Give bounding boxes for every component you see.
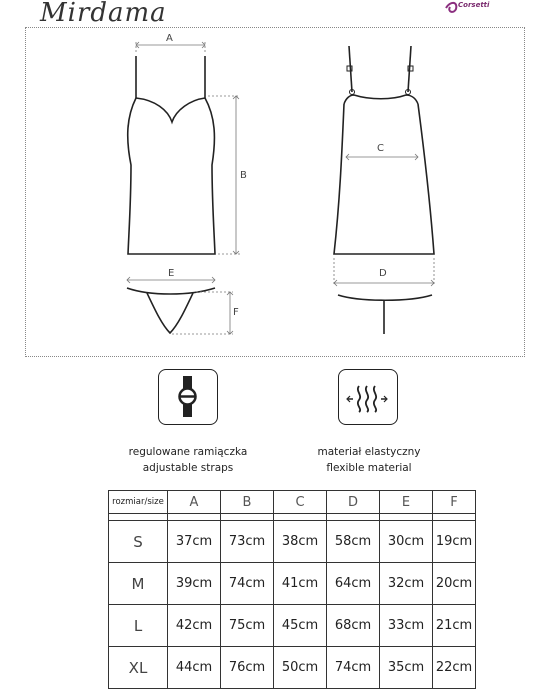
table-row (109, 605, 476, 647)
table-cell: 37cm (168, 521, 221, 563)
table-cell: 41cm (274, 563, 327, 605)
table-cell: 68cm (327, 605, 380, 647)
table-row (109, 647, 476, 689)
size-column-header: rozmiar/size (109, 491, 168, 514)
elastic-material-icon (338, 369, 398, 425)
label-a: A (166, 33, 173, 44)
column-header-b: B (221, 491, 274, 514)
feature-caption-material (279, 444, 459, 476)
size-table (108, 490, 476, 689)
table-row (109, 521, 476, 563)
table-cell: 30cm (380, 521, 433, 563)
table-cell: 21cm (433, 605, 476, 647)
label-c: C (377, 143, 384, 154)
adjustable-strap-icon (158, 369, 218, 425)
thong-front-drawing (127, 288, 215, 333)
table-cell: 76cm (221, 647, 274, 689)
label-f: F (233, 307, 239, 318)
table-cell: 44cm (168, 647, 221, 689)
caption-en: adjustable straps (142, 462, 234, 474)
dimension-f-arrow (172, 292, 233, 334)
dimension-c-arrow (346, 154, 418, 160)
column-header-c: C (274, 491, 327, 514)
table-cell: 33cm (380, 605, 433, 647)
table-cell: 19cm (433, 521, 476, 563)
table-header-row (109, 491, 476, 514)
size-label: S (109, 521, 168, 563)
column-header-f: F (433, 491, 476, 514)
table-cell: 75cm (221, 605, 274, 647)
caption-pl: materiał elastyczny (317, 446, 421, 458)
brand-logo-text: Corsetti (458, 1, 490, 9)
label-d: D (379, 268, 387, 279)
table-cell: 73cm (221, 521, 274, 563)
chemise-back-drawing (334, 46, 434, 254)
caption-en: flexible material (326, 462, 412, 474)
table-cell: 50cm (274, 647, 327, 689)
table-cell: 64cm (327, 563, 380, 605)
table-cell: 58cm (327, 521, 380, 563)
size-label: XL (109, 647, 168, 689)
table-cell: 22cm (433, 647, 476, 689)
table-cell: 74cm (327, 647, 380, 689)
table-cell: 38cm (274, 521, 327, 563)
feature-caption-straps (98, 444, 278, 476)
chemise-front-drawing (128, 56, 215, 254)
thong-back-drawing (338, 295, 432, 334)
table-cell: 74cm (221, 563, 274, 605)
table-cell: 39cm (168, 563, 221, 605)
label-e: E (168, 268, 175, 279)
column-header-a: A (168, 491, 221, 514)
label-b: B (240, 170, 247, 181)
table-cell: 32cm (380, 563, 433, 605)
product-name: Mirdama (40, 0, 167, 28)
table-cell: 42cm (168, 605, 221, 647)
column-header-e: E (380, 491, 433, 514)
column-header-d: D (327, 491, 380, 514)
table-row (109, 563, 476, 605)
table-cell: 35cm (380, 647, 433, 689)
table-spacer-row (109, 514, 476, 521)
table-cell: 20cm (433, 563, 476, 605)
table-cell: 45cm (274, 605, 327, 647)
caption-pl: regulowane ramiączka (128, 446, 248, 458)
size-label: M (109, 563, 168, 605)
size-label: L (109, 605, 168, 647)
